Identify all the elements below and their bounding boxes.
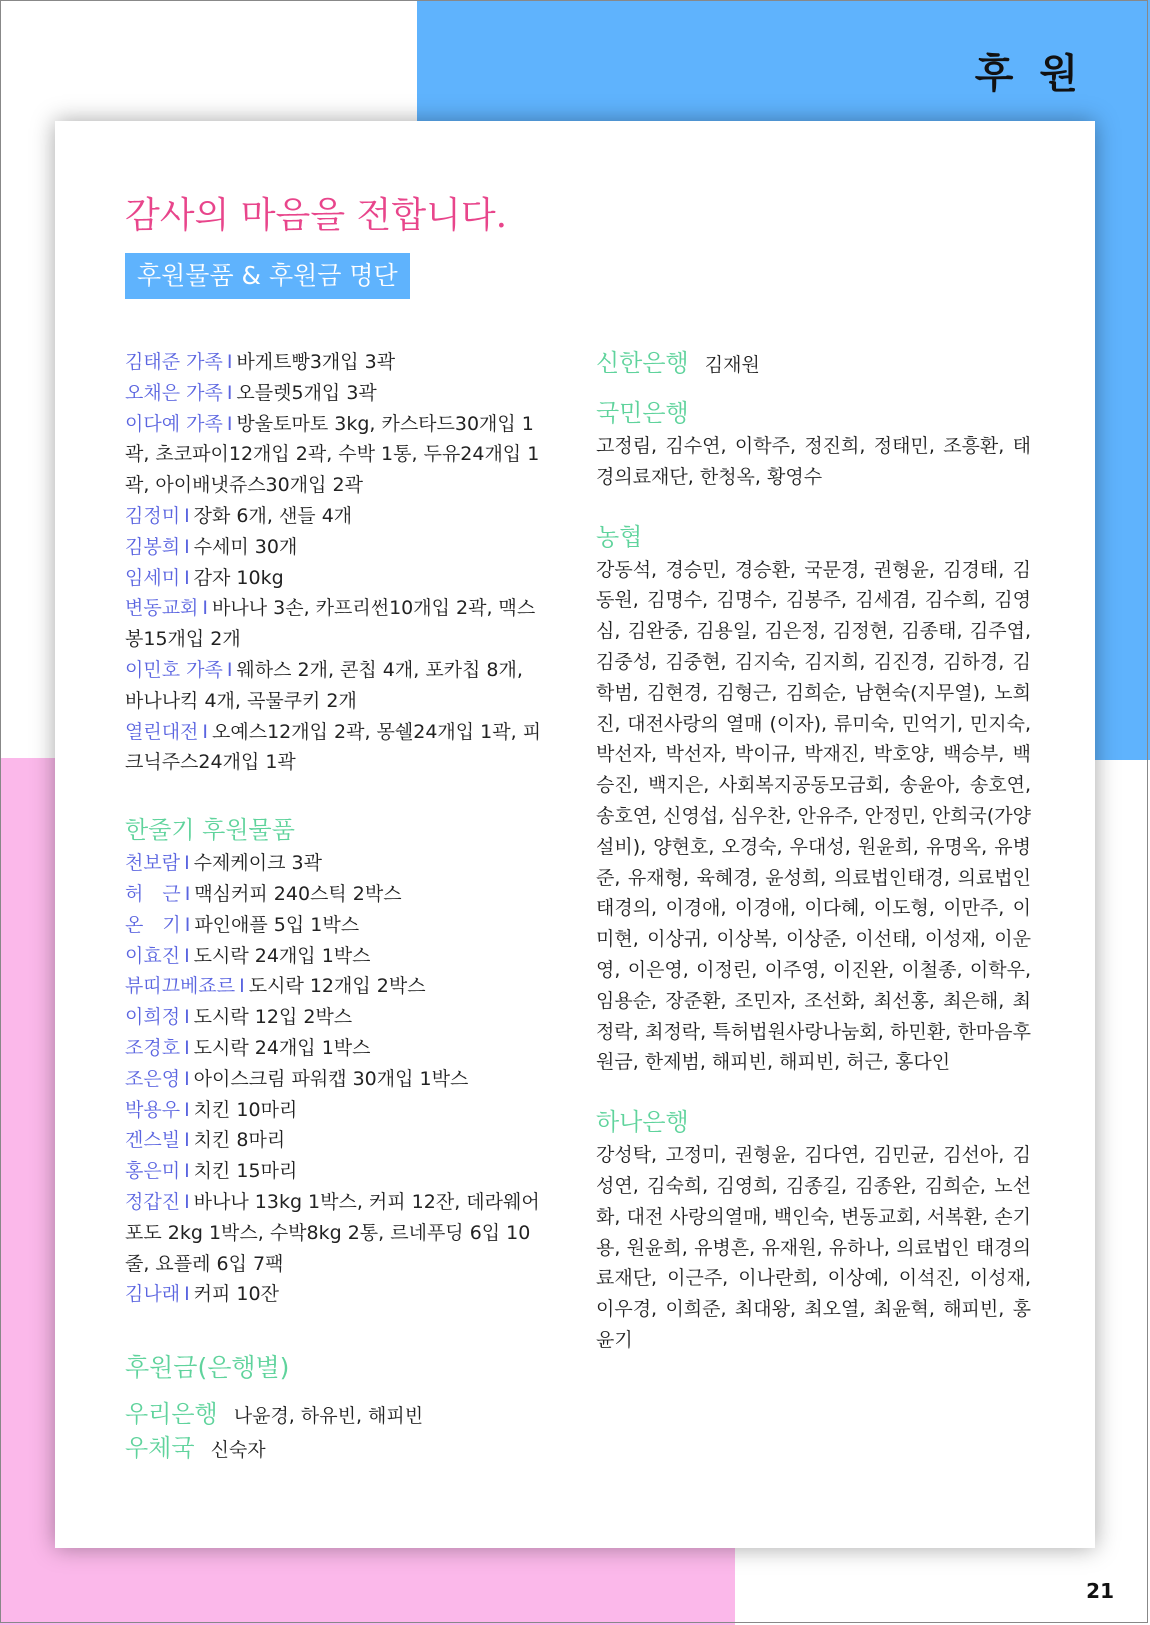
donation-item bbox=[125, 941, 545, 972]
donor-name: 변동교회 bbox=[125, 597, 199, 620]
donor-name: 조은영 bbox=[125, 1067, 181, 1090]
donation-item bbox=[125, 378, 545, 409]
donation-item bbox=[125, 409, 545, 501]
separator: I bbox=[184, 566, 190, 589]
donor-name: 정갑진 bbox=[125, 1190, 181, 1213]
bank-donors-nonghyup: 강동석, 경승민, 경승환, 국문경, 권형윤, 김경태, 김동원, 김명수, 김명수, 김봉주, 김세겸, 김수희, 김영심, 김완중, 김용일, 김은정, 김정현, 김종태, 김주엽, 김중성, 김중현, 김지숙, 김지희, 김진경, 김하경, 김학범, 김현경, 김형근, 김희순, 남현숙(지무열), 노희진, 대전사랑의 열매 (이자), 류미숙, 민억기, 민지숙, 박선자, 박선자, 박이규, 박재진, 박호양, 백승부, 백승진, 백지은, 사회복지공동모금회, 송윤아, 송호연, 송호연, 신영섭, 심우찬, 안유주, 안정민, 안희국(가양설비), 양현호, 오경숙, 우대성, 원윤희, 유명옥, 유병준, 유재형, 육혜경, 윤성희, 의료법인태경, 의료법인태경의, 이경애, 이경애, 이다혜, 이도형, 이만주, 이미현, 이상귀, 이상복, 이상준, 이선태, 이성재, 이운영, 이은영, 이정린, 이주영, 이진완, 이철종, 이학우, 임용순, 장준환, 조민자, 조선화, 최선홍, 최은해, 최정락, 최정락, 특허법원사랑나눔회, 하민환, 한마음후원금, 한제범, 해피빈, 해피빈, 허근, 홍다인 bbox=[596, 558, 1031, 1074]
bank-donors-kookmin: 고정림, 김수연, 이학주, 정진희, 정태민, 조흥환, 태경의료재단, 한청옥, 황영수 bbox=[596, 435, 1031, 488]
left-column bbox=[125, 347, 545, 1466]
separator: I bbox=[226, 351, 233, 373]
donation-item bbox=[125, 655, 545, 717]
donor-name: 김태준 가족 bbox=[125, 351, 223, 373]
separator: I bbox=[184, 1036, 190, 1059]
bank-donors: 신숙자 bbox=[210, 1439, 266, 1462]
donation-items: 수제케이크 3곽 bbox=[193, 852, 322, 875]
separator: I bbox=[226, 412, 233, 435]
donation-items: 도시락 24개입 1박스 bbox=[193, 944, 371, 967]
donation-item bbox=[125, 1279, 545, 1310]
separator: I bbox=[239, 975, 245, 998]
separator: I bbox=[184, 1006, 190, 1029]
hanjulgi-list bbox=[125, 848, 545, 1310]
donation-items: 도시락 12개입 2박스 bbox=[248, 975, 426, 998]
donation-items: 장화 6개, 샌들 4개 bbox=[193, 504, 353, 527]
donation-items: 도시락 24개입 1박스 bbox=[193, 1036, 371, 1059]
bank-donations-heading: 후원금(은행별) bbox=[125, 1353, 290, 1383]
donation-item bbox=[125, 1187, 545, 1279]
donor-name: 뷰띠끄베죠르 bbox=[125, 975, 236, 998]
donor-name: 오채은 가족 bbox=[125, 381, 223, 404]
separator: I bbox=[184, 1190, 190, 1213]
donor-name: 겐스빌 bbox=[125, 1129, 181, 1152]
separator: I bbox=[184, 1283, 190, 1306]
donation-item bbox=[125, 910, 545, 941]
donation-items: 도시락 12입 2박스 bbox=[193, 1006, 353, 1029]
donation-item bbox=[125, 501, 545, 532]
donation-items: 치킨 8마리 bbox=[193, 1129, 286, 1152]
bank-name: 우체국 bbox=[125, 1434, 195, 1463]
separator: I bbox=[184, 882, 191, 905]
donor-name: 김정미 bbox=[125, 504, 181, 527]
separator: I bbox=[184, 852, 190, 875]
donor-name: 열린대전 bbox=[125, 720, 199, 743]
donation-item bbox=[125, 593, 545, 655]
donation-item bbox=[125, 971, 545, 1002]
donation-items: 치킨 10마리 bbox=[193, 1098, 298, 1121]
separator: I bbox=[184, 1129, 190, 1152]
donation-items: 감자 10kg bbox=[193, 566, 284, 589]
donation-item bbox=[125, 1156, 545, 1187]
separator: I bbox=[202, 720, 209, 743]
donor-name: 천보람 bbox=[125, 852, 181, 875]
bank-row-post bbox=[125, 1432, 545, 1466]
donor-name: 조경호 bbox=[125, 1036, 181, 1059]
donation-items: 맥심커피 240스틱 2박스 bbox=[194, 882, 402, 905]
donation-items: 웨하스 2개, 콘칩 4개, 포카칩 8개, 바나나킥 4개, 곡물쿠키 2개 bbox=[125, 658, 523, 712]
separator: I bbox=[226, 658, 233, 681]
right-column bbox=[596, 347, 1031, 1356]
donation-item bbox=[125, 717, 545, 779]
donor-name: 이민호 가족 bbox=[125, 658, 223, 681]
donation-items: 아이스크림 파워캡 30개입 1박스 bbox=[193, 1067, 469, 1090]
donation-item bbox=[125, 1095, 545, 1126]
family-donation-list bbox=[125, 347, 545, 778]
separator: I bbox=[184, 1160, 190, 1183]
donor-name: 김봉희 bbox=[125, 535, 181, 558]
hanjulgi-heading: 한줄기 후원물품 bbox=[125, 816, 295, 845]
page-number: 21 bbox=[1086, 1579, 1114, 1603]
donation-items: 바나나 3손, 카프리썬10개입 2곽, 맥스봉15개입 2개 bbox=[125, 597, 536, 651]
donation-items: 치킨 15마리 bbox=[193, 1160, 298, 1183]
bank-name-nonghyup: 농협 bbox=[596, 522, 643, 551]
separator: I bbox=[202, 597, 209, 620]
donation-items: 바게트빵3개입 3곽 bbox=[236, 351, 396, 373]
donation-item bbox=[125, 848, 545, 879]
separator: I bbox=[184, 535, 190, 558]
donation-items: 커피 10잔 bbox=[193, 1283, 279, 1306]
donor-name: 이다예 가족 bbox=[125, 412, 223, 435]
bank-row-shinhan bbox=[596, 347, 1031, 381]
donation-items: 파인애플 5입 1박스 bbox=[194, 913, 360, 936]
donor-name: 박용우 bbox=[125, 1098, 181, 1121]
section-title: 후 원 bbox=[974, 51, 1084, 97]
list-title-banner: 후원물품 & 후원금 명단 bbox=[125, 253, 410, 299]
separator: I bbox=[184, 1098, 190, 1121]
donor-name: 임세미 bbox=[125, 566, 181, 589]
donation-item bbox=[125, 1002, 545, 1033]
bank-name: 우리은행 bbox=[125, 1400, 218, 1429]
bank-donors: 나윤경, 하유빈, 해피빈 bbox=[233, 1405, 424, 1428]
donor-name: 이희정 bbox=[125, 1006, 181, 1029]
donation-item bbox=[125, 1033, 545, 1064]
bank-donors: 김재원 bbox=[704, 354, 760, 376]
bank-donors-hana: 강성탁, 고정미, 권형윤, 김다연, 김민균, 김선아, 김성연, 김숙희, 김영희, 김종길, 김종완, 김희순, 노선화, 대전 사랑의열매, 백인숙, 변동교회, 서복환, 손기용, 원윤희, 유병흔, 유재원, 유하나, 의료법인 태경의료재단, 이근주, 이나란희, 이상예, 이석진, 이성재, 이우경, 이희준, 최대왕, 최오열, 최윤혁, 해피빈, 홍윤기 bbox=[596, 1144, 1031, 1351]
bank-name-hana: 하나은행 bbox=[596, 1108, 689, 1137]
donation-item bbox=[125, 563, 545, 594]
separator: I bbox=[226, 381, 233, 404]
donor-name: 김나래 bbox=[125, 1283, 181, 1306]
donation-item bbox=[125, 347, 545, 378]
bank-row-woori bbox=[125, 1398, 545, 1432]
headline: 감사의 마음을 전합니다. bbox=[125, 195, 508, 236]
donation-items: 수세미 30개 bbox=[193, 535, 298, 558]
donor-name: 이효진 bbox=[125, 944, 181, 967]
donation-items: 오예스12개입 2곽, 몽쉘24개입 1곽, 피크닉주스24개입 1곽 bbox=[125, 720, 542, 774]
separator: I bbox=[184, 1067, 190, 1090]
content-card bbox=[55, 121, 1095, 1548]
bank-name-kookmin: 국민은행 bbox=[596, 399, 689, 427]
donation-item bbox=[125, 532, 545, 563]
donor-name: 온 기 bbox=[125, 913, 181, 936]
donation-item bbox=[125, 879, 545, 910]
separator: I bbox=[184, 504, 190, 527]
donation-item bbox=[125, 1064, 545, 1095]
separator: I bbox=[184, 944, 190, 967]
separator: I bbox=[184, 913, 191, 936]
donation-items: 오믈렛5개입 3곽 bbox=[236, 381, 377, 404]
donation-items: 바나나 13kg 1박스, 커피 12잔, 데라웨어 포도 2kg 1박스, 수박8kg 2통, 르네푸딩 6입 10줄, 요플레 6입 7팩 bbox=[125, 1190, 540, 1275]
donation-item bbox=[125, 1125, 545, 1156]
donor-name: 홍은미 bbox=[125, 1160, 181, 1183]
donor-name: 허 근 bbox=[125, 882, 181, 905]
donation-items: 방울토마토 3kg, 카스타드30개입 1곽, 초코파이12개입 2곽, 수박 1통, 두유24개입 1곽, 아이배냇쥬스30개입 2곽 bbox=[125, 412, 540, 497]
bank-name: 신한은행 bbox=[596, 349, 689, 377]
